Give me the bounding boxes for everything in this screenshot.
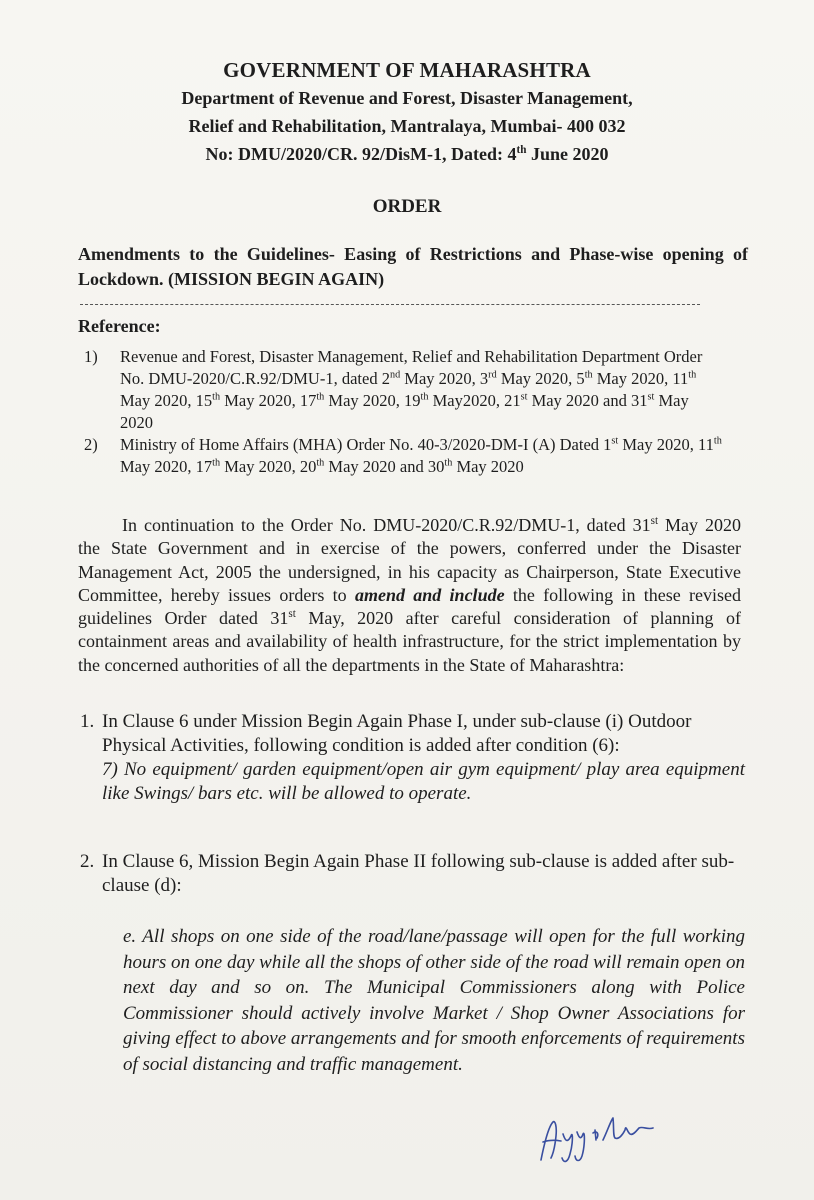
body-paragraph: In continuation to the Order No. DMU-2020/C.R.92/DMU-1, dated 31st May 2020 the State Government and in exercise of the powers, conferred under the Disaster Management Act, 2005 the undersigned, in his capacity as Chairperson, State Executive Committee, hereby issues orders to amend and include the following in these revised guidelines Order dated 31st May, 2020 after careful consideration of planning of containment areas and availability of health infrastructure, for the strict implementation by the concerned authorities of all the departments in the State of Maharashtra:	[78, 515, 742, 675]
sub-clause-e: e. All shops on one side of the road/lane/passage will open for the full working hours on one day while all the shops of other side of the road will remain open on next day and so on. The Municipal Commissioners along with Police Commissioner should actively involve Market / Shop Owner Associations for giving effect to above arrangements and for smooth enforcements of requirements of social distancing and traffic management.	[123, 926, 745, 1075]
subject-line: Amendments to the Guidelines- Easing of Restrictions and Phase-wise opening of Lockdown. (MISSION BEGIN AGAIN)	[78, 244, 748, 289]
clause-2	[80, 850, 745, 898]
reference-title: Reference:	[78, 316, 161, 336]
reference-number: 2)	[84, 435, 98, 454]
reference-item-1	[84, 346, 724, 434]
divider-line	[80, 304, 700, 305]
order-title: ORDER	[372, 196, 442, 217]
department-address: Relief and Rehabilitation, Mantralaya, Mumbai- 400 032	[188, 116, 626, 136]
government-title: GOVERNMENT OF MAHARASHTRA	[223, 58, 591, 82]
reference-item-2	[84, 434, 724, 478]
reference-text: Ministry of Home Affairs (MHA) Order No. 40-3/2020-DM-I (A) Dated 1st May 2020, 11th May 2020, 17th May 2020, 20th May 2020 and 30th May 2020	[120, 435, 722, 476]
clause-condition: 7) No equipment/ garden equipment/open air gym equipment/ play area equipment like Swings/ bars etc. will be allowed to operate.	[102, 759, 745, 804]
emphasis-text: amend and include	[354, 584, 505, 605]
reference-text: Revenue and Forest, Disaster Management, Relief and Rehabilitation Department Order No. DMU-2020/C.R.92/DMU-1, dated 2nd May 2020, 3rd May 2020, 5th May 2020, 11th May 2020, 15th May 2020, 17th May 2020, 19th May2020, 21st May 2020 and 31st May 2020	[120, 347, 703, 432]
signature-mark	[535, 1110, 685, 1170]
order-number-line: No: DMU/2020/CR. 92/DisM-1, Dated: 4th June 2020	[205, 144, 609, 164]
clause-1	[80, 710, 745, 806]
clause-number: 1.	[80, 711, 95, 732]
clause-text: In Clause 6, Mission Begin Again Phase II following sub-clause is added after sub-clause (d):	[102, 851, 735, 896]
department-name: Department of Revenue and Forest, Disaster Management,	[181, 88, 633, 108]
clause-text: In Clause 6 under Mission Begin Again Phase I, under sub-clause (i) Outdoor Physical Activities, following condition is added after condition (6):	[102, 711, 692, 756]
clause-number: 2.	[80, 851, 95, 872]
reference-number: 1)	[84, 347, 98, 366]
